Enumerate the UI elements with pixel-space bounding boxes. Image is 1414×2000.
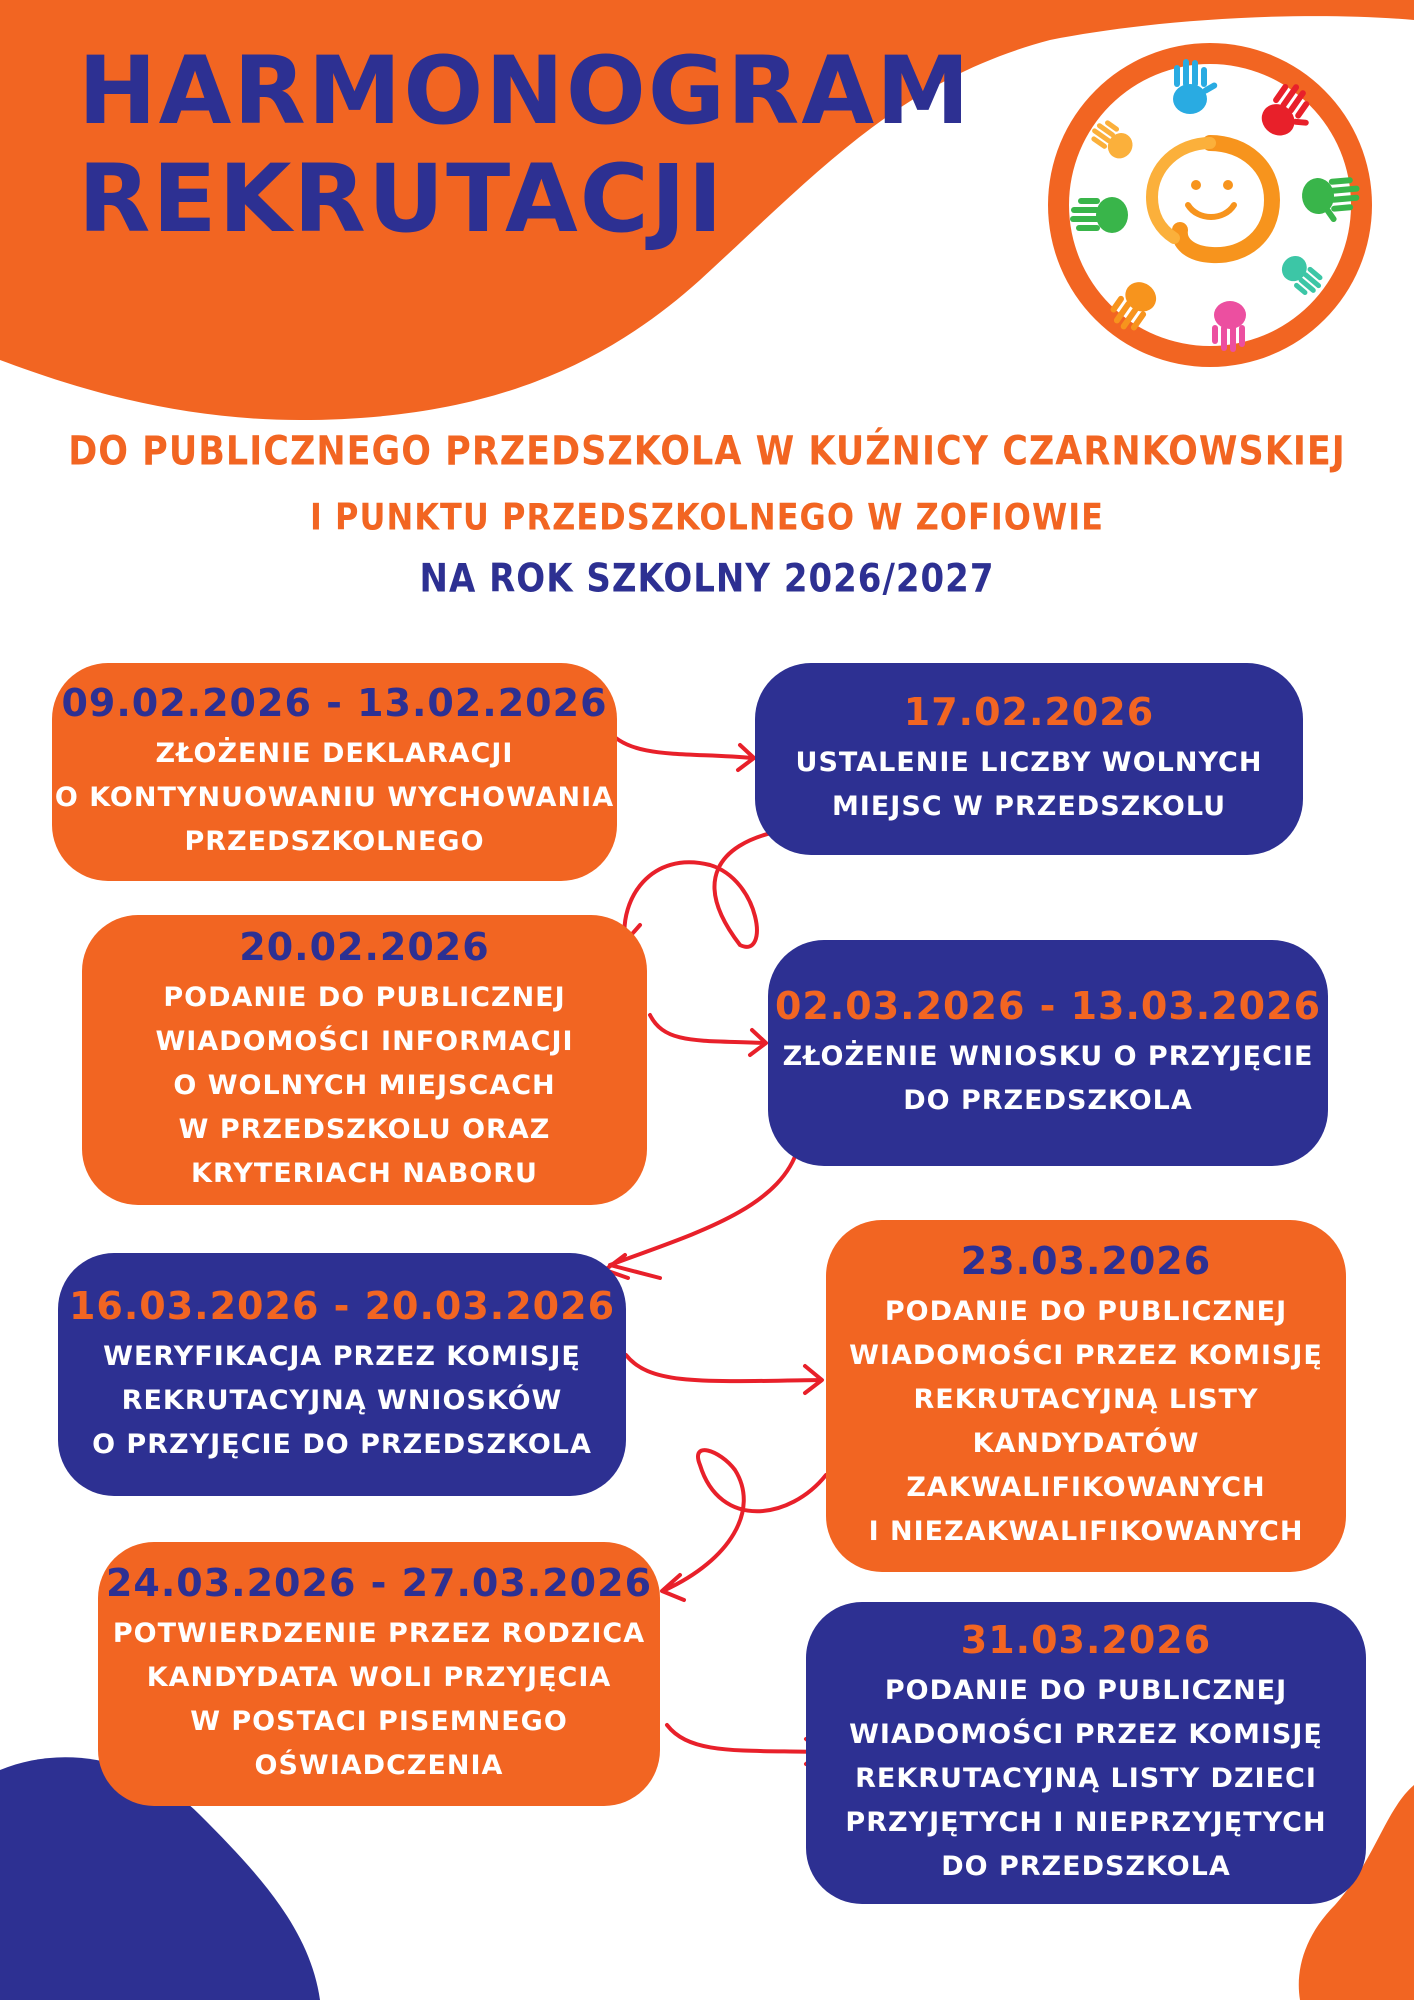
step-date: 31.03.2026	[960, 1618, 1212, 1662]
step-description: POTWIERDZENIE PRZEZ RODZICA KANDYDATA WOLI PRZYJĘCIA W POSTACI PISEMNEGO OŚWIADCZENIA	[112, 1618, 646, 1781]
hands-sun-logo-icon	[1040, 35, 1380, 375]
subtitle-line-1: DO PUBLICZNEGO PRZEDSZKOLA W KUŹNICY CZARNKOWSKIEJ	[68, 429, 1346, 475]
step-description: USTALENIE LICZBY WOLNYCH MIEJSC W PRZEDSZKOLU	[795, 747, 1263, 822]
step-date: 24.03.2026 - 27.03.2026	[105, 1561, 653, 1605]
step-description: WERYFIKACJA PRZEZ KOMISJĘ REKRUTACYJNĄ WNIOSKÓW O PRZYJĘCIE DO PRZEDSZKOLA	[92, 1340, 592, 1460]
step-date: 02.03.2026 - 13.03.2026	[774, 984, 1322, 1028]
step-description: PODANIE DO PUBLICZNEJ WIADOMOŚCI PRZEZ KOMISJĘ REKRUTACYJNĄ LISTY DZIECI PRZYJĘTYCH I NIEPRZYJĘTYCH DO PRZEDSZKOLA	[845, 1675, 1327, 1882]
subtitle-line-3: NA ROK SZKOLNY 2026/2027	[419, 556, 995, 602]
subtitle-line-2: I PUNKTU PRZEDSZKOLNEGO W ZOFIOWIE	[309, 495, 1105, 539]
step-date: 17.02.2026	[903, 690, 1155, 734]
step-description: PODANIE DO PUBLICZNEJ WIADOMOŚCI INFORMACJI O WOLNYCH MIEJSCACH W PRZEDSZKOLU ORAZ KRYTERIACH NABORU	[155, 982, 574, 1189]
step-box	[98, 1542, 660, 1806]
step-box	[82, 915, 647, 1205]
page-title	[78, 38, 972, 254]
step-description: ZŁOŻENIE WNIOSKU O PRZYJĘCIE DO PRZEDSZKOLA	[782, 1041, 1314, 1116]
step-box	[768, 940, 1328, 1166]
step-box	[58, 1253, 626, 1496]
step-description: ZŁOŻENIE DEKLARACJI O KONTYNUOWANIU WYCHOWANIA PRZEDSZKOLNEGO	[54, 738, 615, 857]
step-date: 20.02.2026	[239, 925, 490, 969]
step-description: PODANIE DO PUBLICZNEJ WIADOMOŚCI PRZEZ KOMISJĘ REKRUTACYJNĄ LISTY KANDYDATÓW ZAKWALIFIKOWANYCH I NIEZAKWALIFIKOWANYCH	[849, 1296, 1323, 1547]
title-line-2: REKRUTACJI	[78, 145, 725, 254]
step-box	[755, 663, 1303, 855]
step-box	[806, 1602, 1366, 1904]
step-date: 23.03.2026	[960, 1239, 1212, 1283]
step-date: 16.03.2026 - 20.03.2026	[68, 1283, 616, 1328]
step-date: 09.02.2026 - 13.02.2026	[61, 681, 608, 725]
title-line-1: HARMONOGRAM	[78, 37, 972, 146]
step-box	[52, 663, 617, 881]
step-box	[826, 1220, 1346, 1572]
